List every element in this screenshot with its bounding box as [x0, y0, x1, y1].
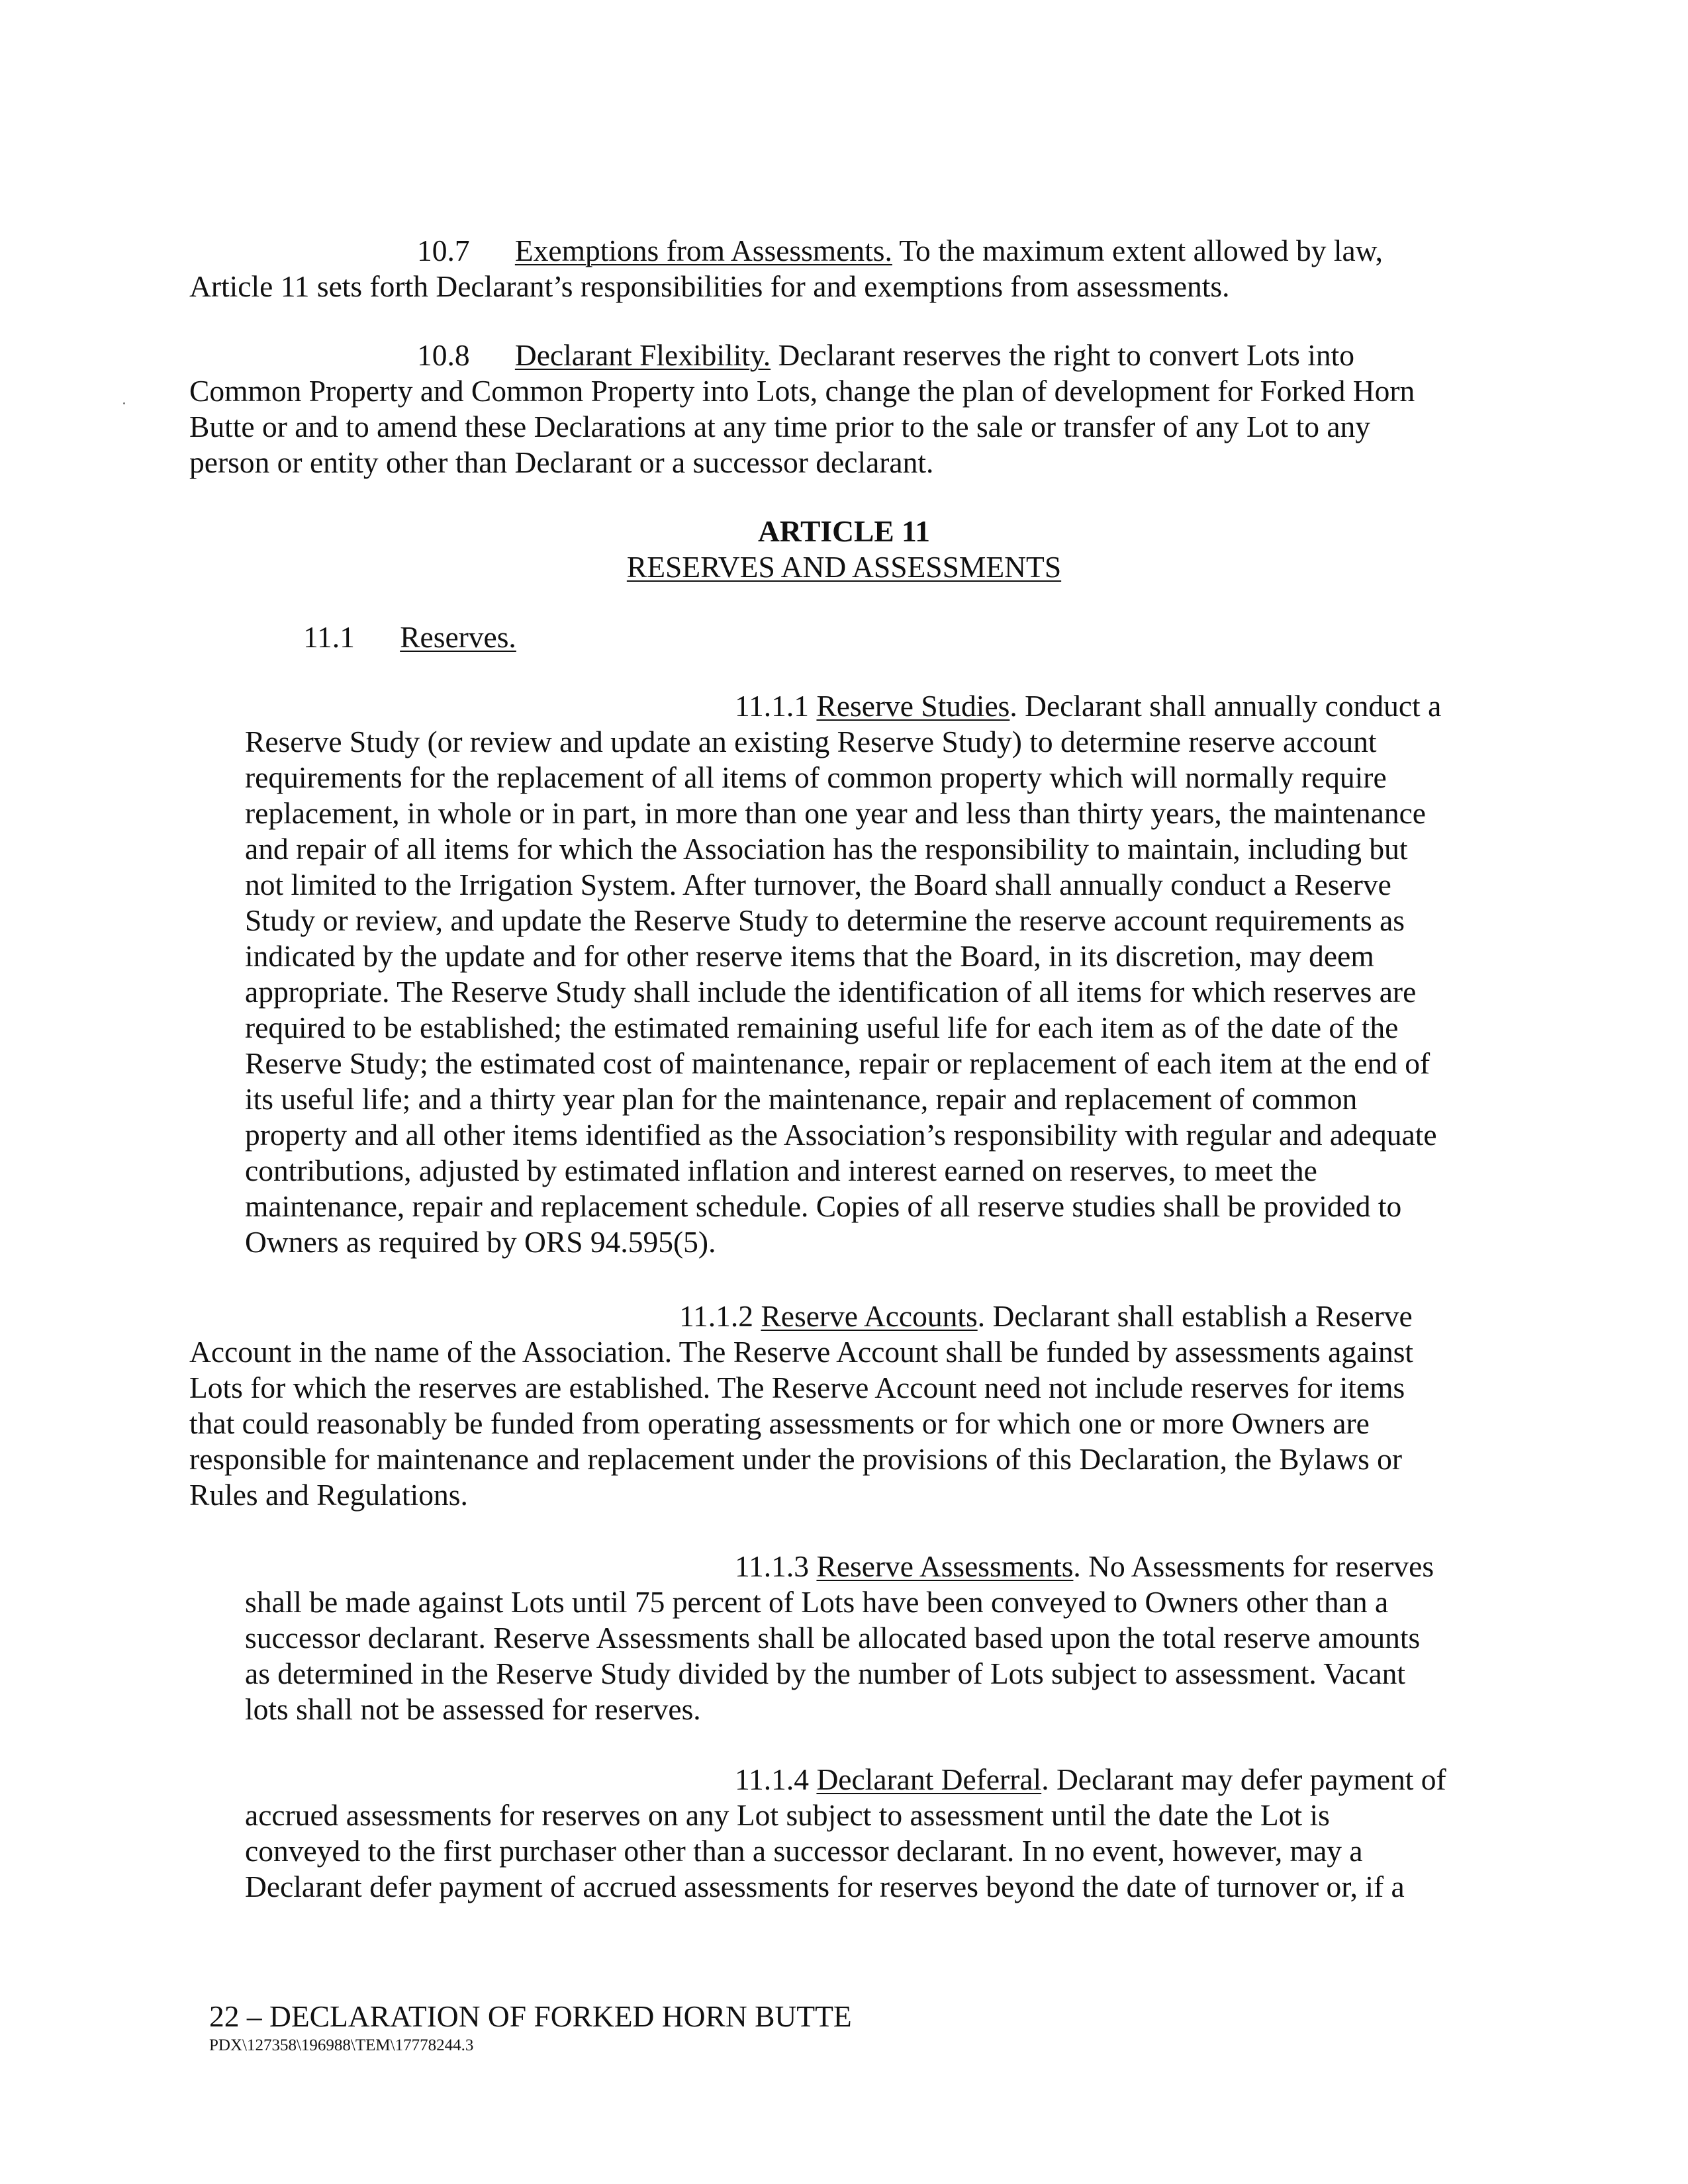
section-11-1	[303, 619, 516, 655]
section-text: . No Assessments for reserves shall be made against Lots until 75 percent of Lots have been conveyed to Owners other than a successor declarant. Reserve Assessments shall be allocated based upon the total reserve amounts as determined in the Reserve Study divided by the number of Lots subject to assessment. Vacant lots shall not be assessed for reserves.	[245, 1549, 1434, 1726]
section-title: Reserve Studies	[816, 689, 1010, 723]
article-title: RESERVES AND ASSESSMENTS	[626, 550, 1062, 584]
section-number: 11.1.2	[679, 1299, 754, 1333]
section-11-1-3	[245, 1549, 1450, 1727]
section-text: Declarant reserves the right to convert Lots into Common Property and Common Property into Lots, change the plan of development for Forked Horn Butte or and to amend these Declarations at any time prior to the sale or transfer of any Lot to any person or entity other than Declarant or a successor declarant.	[189, 338, 1415, 479]
footer-document-code: PDX\127358\196988\TEM\17778244.3	[209, 2036, 474, 2054]
section-text: . Declarant shall annually conduct a Reserve Study (or review and update an existing Reserve Study) to determine reserve account requirements for the replacement of all items of common property which will normally require replacement, in whole or in part, in more than one year and less than thirty years, the maintenance and repair of all items for which the Association has the responsibility to maintain, including but not limited to the Irrigation System. After turnover, the Board shall annually conduct a Reserve Study or review, and update the Reserve Study to determine the reserve account requirements as indicated by the update and for other reserve items that the Board, in its discretion, may deem appropriate. The Reserve Study shall include the identification of all items for which reserves are required to be established; the estimated remaining useful life for each item as of the date of the Reserve Study; the estimated cost of maintenance, repair or replacement of each item at the end of its useful life; and a thirty year plan for the maintenance, repair and replacement of common property and all other items identified as the Association’s responsibility with regular and adequate contributions, adjusted by estimated inflation and interest earned on reserves, to meet the maintenance, repair and replacement schedule. Copies of all reserve studies shall be provided to Owners as required by ORS 94.595(5).	[245, 689, 1442, 1259]
article-label: ARTICLE 11	[757, 514, 931, 548]
section-text: To the maximum extent allowed by law, Article 11 sets forth Declarant’s responsibilities for and exemptions from assessments.	[189, 234, 1383, 303]
section-number: 11.1.3	[735, 1549, 810, 1583]
section-11-1-1	[245, 688, 1450, 1260]
section-number: 10.8	[417, 338, 470, 372]
section-title: Declarant Deferral	[816, 1762, 1042, 1796]
section-11-1-4	[245, 1762, 1450, 1905]
section-11-1-2	[189, 1298, 1447, 1513]
footer-title: 22 – DECLARATION OF FORKED HORN BUTTE	[209, 1999, 852, 2033]
section-title: Exemptions from Assessments.	[514, 234, 892, 267]
section-number: 10.7	[417, 234, 470, 267]
section-title: Reserve Accounts	[761, 1299, 978, 1333]
section-text: . Declarant shall establish a Reserve Account in the name of the Association. The Reserve Account shall be funded by assessments against Lots for which the reserves are established. The Reserve Account need not include reserves for items that could reasonably be funded from operating assessments or for which one or more Owners are responsible for maintenance and replacement under the provisions of this Declaration, the Bylaws or Rules and Regulations.	[189, 1299, 1414, 1512]
section-title: Declarant Flexibility.	[514, 338, 771, 372]
section-10-7	[189, 233, 1447, 304]
section-10-8	[189, 338, 1447, 480]
section-number: 11.1	[303, 620, 355, 654]
section-text: . Declarant may defer payment of accrued assessments for reserves on any Lot subject to assessment until the date the Lot is conveyed to the first purchaser other than a successor declarant. In no event, however, may a Declarant defer payment of accrued assessments for reserves beyond the date of turnover or, if a	[245, 1762, 1446, 1903]
section-number: 11.1.1	[735, 689, 810, 723]
section-number: 11.1.4	[735, 1762, 810, 1796]
section-title: Reserves.	[400, 620, 516, 654]
section-title: Reserve Assessments	[816, 1549, 1074, 1583]
scan-speck	[123, 402, 125, 404]
